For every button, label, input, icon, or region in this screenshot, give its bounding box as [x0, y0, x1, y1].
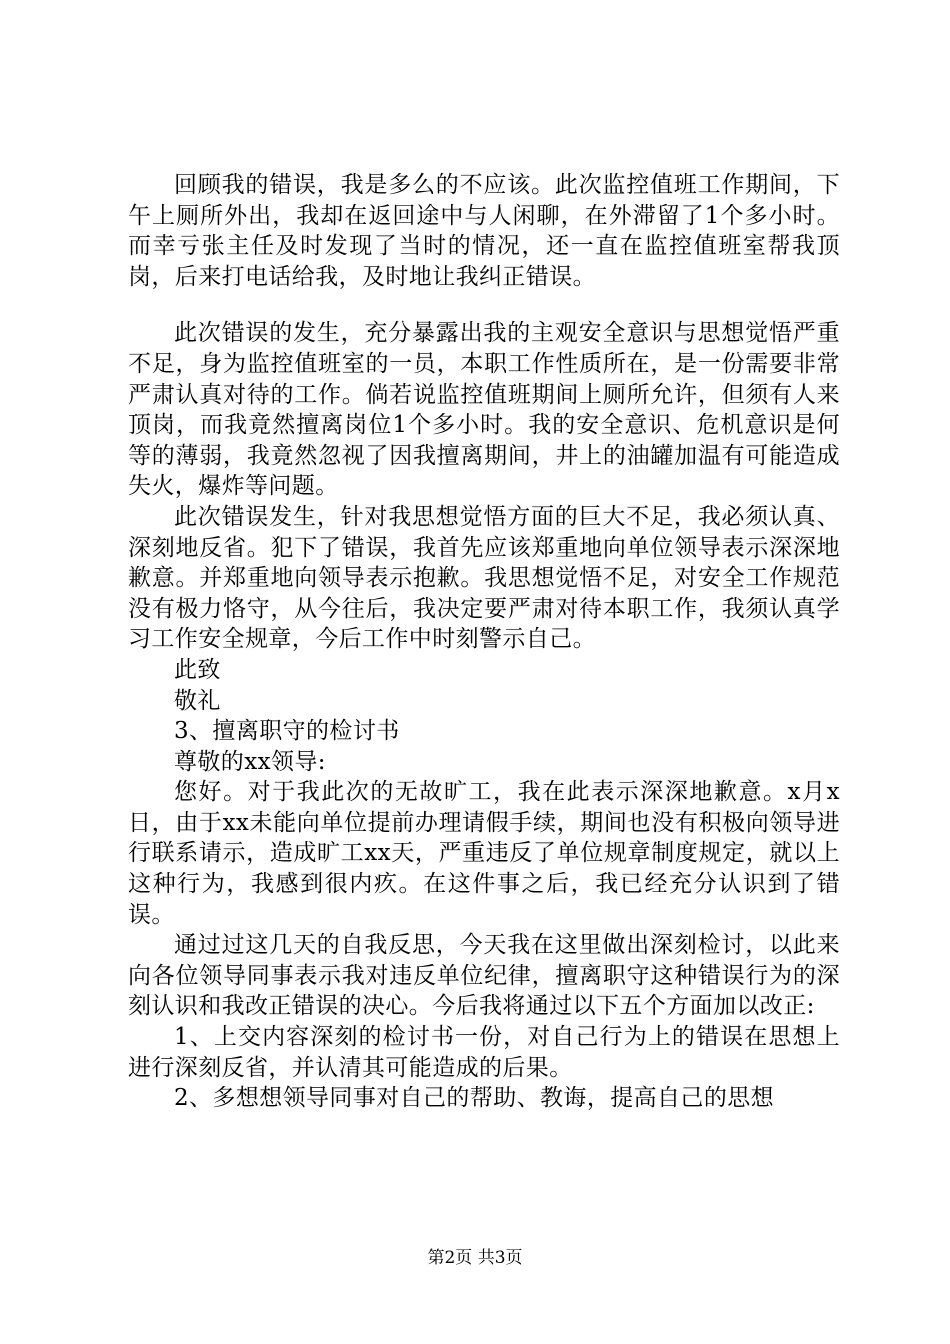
paragraph-exposure: 此次错误的发生，充分暴露出我的主观安全意识与思想觉悟严重不足，身为监控值班室的一员，本职工作性质所在，是一份需要非常严肃认真对待的工作。倘若说监控值班期间上厕所允许，但须有人来顶岗，而我竟然擅离岗位1个多小时。我的安全意识、危机意识是何等的薄弱，我竟然忽视了因我擅离期间，井上的油罐加温有可能造成失火，爆炸等问题。 [128, 320, 840, 500]
closing-salutation: 此致 [174, 656, 221, 683]
paragraph-self-reflection: 通过过这几天的自我反思，今天我在这里做出深刻检讨，以此来向各位领导同事表示我对违反单位纪律，擅离职守这种错误行为的深刻认识和我改正错误的决心。今后我将通过以下五个方面加以改正: [128, 932, 840, 1020]
page-number: 第2页 共3页 [427, 1248, 523, 1268]
addressee: 尊敬的xx领导: [174, 748, 326, 775]
document-body [128, 170, 840, 1114]
paragraph-review: 回顾我的错误，我是多么的不应该。此次监控值班工作期间，下午上厕所外出，我却在返回途中与人闲聊，在外滞留了1个多小时。而幸亏张主任及时发现了当时的情况，还一直在监控值班室帮我顶岗，后来打电话给我，及时地让我纠正错误。 [128, 172, 840, 290]
list-item-1: 1、上交内容深刻的检讨书一份，对自己行为上的错误在思想上进行深刻反省，并认清其可能造成的后果。 [128, 1024, 840, 1081]
section-heading: 3、擅离职守的检讨书 [174, 718, 400, 745]
paragraph-apology: 您好。对于我此次的无故旷工，我在此表示深深地歉意。x月x日，由于xx未能向单位提前办理请假手续，期间也没有积极向领导进行联系请示，造成旷工xx天，严重违反了单位规章制度规定，就以上这种行为，我感到很内疚。在这件事之后，我已经充分认识到了错误。 [128, 779, 840, 928]
paragraph-gap [128, 292, 840, 318]
list-item-2: 2、多想想领导同事对自己的帮助、教诲，提高自己的思想 [174, 1085, 775, 1112]
closing-regards: 敬礼 [174, 687, 221, 714]
paragraph-reflection: 此次错误发生，针对我思想觉悟方面的巨大不足，我必须认真、深刻地反省。犯下了错误，我首先应该郑重地向单位领导表示深深地歉意。并郑重地向领导表示抱歉。我思想觉悟不足，对安全工作规范没有极力恪守，从今往后，我决定要严肃对待本职工作，我须认真学习工作安全规章，今后工作中时刻警示自己。 [128, 503, 840, 653]
